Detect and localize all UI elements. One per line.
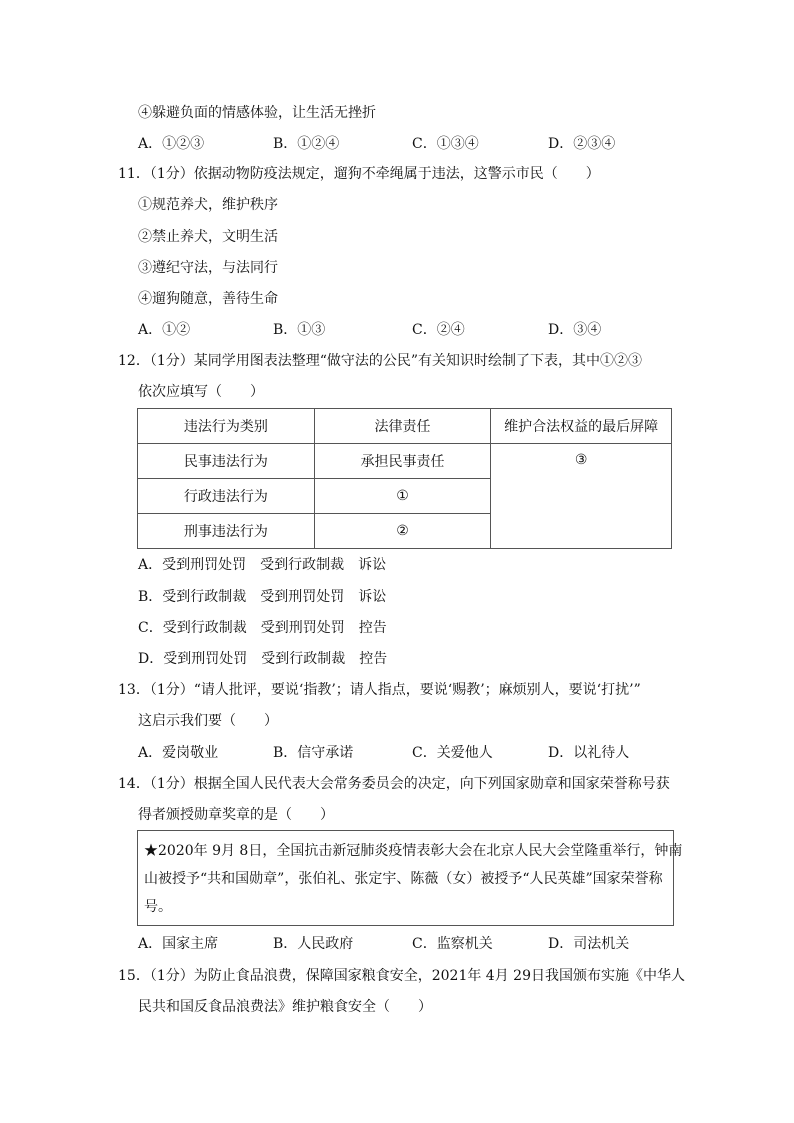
q12-option-d[interactable]: D．受到刑罚处罚 受到行政制裁 控告 — [138, 651, 388, 667]
q14-material-line: ★2020年 9月 8日，全国抗击新冠肺炎疫情表彰大会在北京人民大会堂隆重举行，钟南 — [144, 843, 683, 859]
q11-item-4: ④遛狗随意，善待生命 — [138, 291, 278, 307]
table-cell: 承担民事责任 — [314, 444, 491, 479]
table-cell: ② — [314, 514, 491, 549]
q10-option-b[interactable]: B．①②④ — [273, 136, 340, 152]
q13-stem-line1: 13．（1分）“请人批评，要说‘指教’；请人指点，要说‘赐教’；麻烦别人，要说‘打扰’” — [118, 682, 641, 698]
q12-option-a[interactable]: A．受到刑罚处罚 受到行政制裁 诉讼 — [138, 557, 387, 573]
q14-material-line: 号。 — [144, 899, 172, 915]
table-cell: 民事违法行为 — [138, 444, 315, 479]
q11-stem: 11．（1分）依据动物防疫法规定，遛狗不牵绳属于违法，这警示市民（ ） — [118, 166, 600, 182]
q12-stem-line2: 依次应填写（ ） — [138, 384, 264, 400]
q15-stem-line2: 民共和国反食品浪费法》维护粮食安全（ ） — [138, 999, 432, 1015]
q14-option-d[interactable]: D．司法机关 — [548, 936, 630, 952]
q13-stem-line2: 这启示我们要（ ） — [138, 713, 278, 729]
q11-item-1: ①规范养犬，维护秩序 — [138, 197, 278, 213]
q10-option-c[interactable]: C．①③④ — [412, 136, 479, 152]
table-header-row — [138, 409, 672, 444]
q15-stem-line1: 15．（1分）为防止食品浪费，保障国家粮食安全，2021年 4月 29日我国颁布实施《中华人 — [118, 968, 685, 984]
q11-item-2: ②禁止养犬，文明生活 — [138, 229, 278, 245]
q14-option-a[interactable]: A．国家主席 — [138, 936, 219, 952]
q11-option-a[interactable]: A．①② — [138, 322, 191, 338]
q13-option-b[interactable]: B．信守承诺 — [273, 745, 354, 761]
q12-option-c[interactable]: C．受到行政制裁 受到刑罚处罚 控告 — [138, 620, 387, 636]
q10-option-a[interactable]: A．①②③ — [138, 136, 205, 152]
q11-item-3: ③遵纪守法，与法同行 — [138, 260, 278, 276]
table-header: 维护合法权益的最后屏障 — [491, 409, 672, 444]
q14-stem-line2: 得者颁授勋章奖章的是（ ） — [138, 807, 334, 823]
q14-material-line: 山被授予“共和国勋章”，张伯礼、张定宇、陈薇（女）被授予“人民英雄”国家荣誉称 — [144, 871, 663, 887]
q13-option-a[interactable]: A．爱岗敬业 — [138, 745, 219, 761]
table-row — [138, 444, 672, 479]
q10-item-4: ④躲避负面的情感体验，让生活无挫折 — [138, 105, 376, 121]
q14-option-b[interactable]: B．人民政府 — [273, 936, 354, 952]
table-header: 违法行为类别 — [138, 409, 315, 444]
q12-stem-line1: 12．（1分）某同学用图表法整理“做守法的公民”有关知识时绘制了下表，其中①②③ — [118, 353, 643, 369]
q11-option-d[interactable]: D．③④ — [548, 322, 602, 338]
q11-option-c[interactable]: C．②④ — [412, 322, 465, 338]
q14-option-c[interactable]: C．监察机关 — [412, 936, 493, 952]
table-cell: ① — [314, 479, 491, 514]
table-cell: 行政违法行为 — [138, 479, 315, 514]
q10-option-d[interactable]: D．②③④ — [548, 136, 616, 152]
q14-stem-line1: 14．（1分）根据全国人民代表大会常务委员会的决定，向下列国家勋章和国家荣誉称号获 — [118, 776, 670, 792]
table-cell: 刑事违法行为 — [138, 514, 315, 549]
q14-material-box — [137, 830, 683, 926]
q12-option-b[interactable]: B．受到行政制裁 受到刑罚处罚 诉讼 — [138, 589, 387, 605]
q11-option-b[interactable]: B．①③ — [273, 322, 326, 338]
table-merged-cell: ③ — [491, 444, 672, 549]
q12-table — [137, 408, 672, 549]
table-header: 法律责任 — [314, 409, 491, 444]
q13-option-c[interactable]: C．关爱他人 — [412, 745, 493, 761]
q13-option-d[interactable]: D．以礼待人 — [548, 745, 630, 761]
